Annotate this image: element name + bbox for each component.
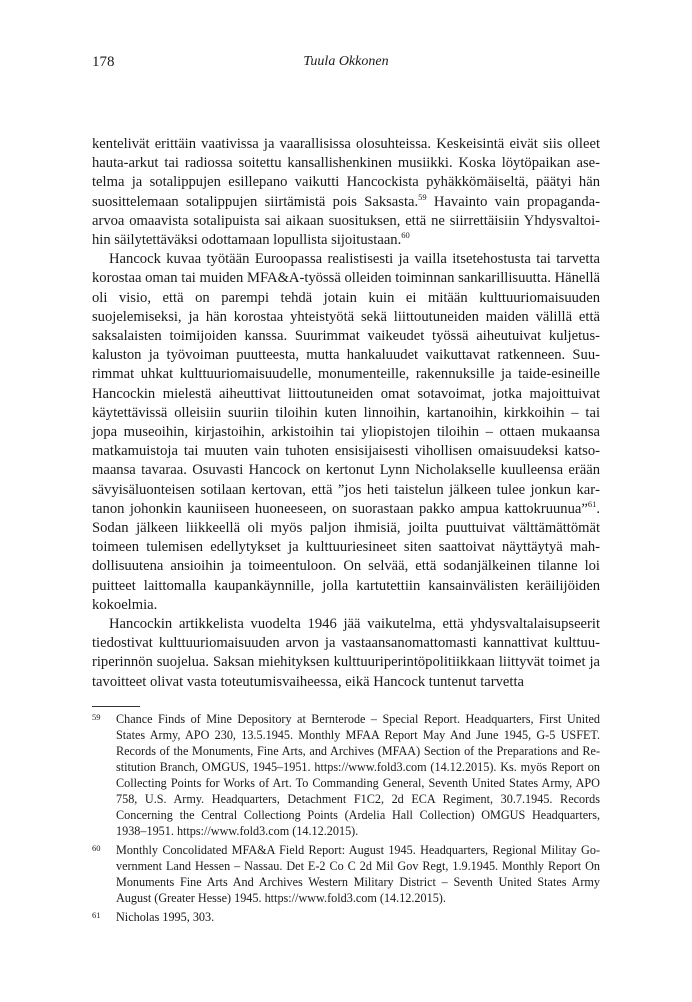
footnote [92,909,600,925]
footnote-divider [92,706,140,707]
text-run: Havainto vain propagandaarvoa omaavista sotalipuista sai aikaan suosituksen, että ne siirrettäisiin Yhdysvaltoihin säilytettäväksi odottamaan lopullista sijoitustaan. [92,193,600,249]
page-header [92,54,600,74]
body-text [92,135,600,692]
footnote-ref: 60 [401,230,410,241]
paragraph [92,135,600,250]
text-run: Hancockin artikkelista vuodelta 1946 jää vaikutelma, että yhdysvaltalaisupseerit tiedostivat kulttuuriomaisuuden arvon ja vastaansanomattomasti kannattivat kulttuuriperinnön suojelua. Saksan miehityksen kulttuuriperintöpolitiikkaan liittyvät toimet ja tavoitteet olivat vasta toteutumisvaiheessa, eikä Hancock tuntenut tarvetta [92,616,600,690]
footnote-number: 61 [92,910,101,920]
footnote-ref: 59 [418,191,427,202]
footnote-text: Monthly Concolidated MFA&A Field Report: August 1945. Headquarters, Regional Militay Government Land Hessen – Nassau. Det E-2 Co C 2d Mil Gov Regt, 1.9.1945. Monthly Report On Monuments Fine Arts And Archives Western Military District – Seventh United States Army August (Greater Hesse) 1945. https://www.fold3.com (14.12.2015). [116,843,600,905]
footnote-ref: 61 [587,499,597,509]
paragraph [92,615,600,692]
footnote [92,711,600,839]
footnote-number: 59 [92,712,101,722]
page-number: 178 [92,54,115,70]
footnote-text: Chance Finds of Mine Depository at Bernterode – Special Report. Headquarters, First United States Army, APO 230, 13.5.1945. Monthly MFAA Report May And June 1945, G-5 USFET. Records of the Monuments, Fine Arts, and Archives (MFAA) Section of the Preparations and Restitution Branch, OMGUS, 1945–1951. https://www.fold3.com (14.12.2015). Ks. myös Report on Collecting Points for Works of Art. To Commanding General, Seventh United States Army, APO 758, U.S. Army. Headquarters, Detachment F1C2, 2d ECA Regiment, 30.7.1945. Records Concerning the Central Collectiong Points (Ardelia Hall Collection) OMGUS Headquarters, 1938–1951. https://www.fold3.com (14.12.2015). [116,712,600,838]
text-run: Hancock kuvaa työtään Euroopassa realistisesti ja vailla itsetehostusta tai tarvetta korostaa oman tai muiden MFA&A-työssä olleiden toiminnan sankarillisuutta. Hänellä oli visio, että on parempi tehdä jotain kuin ei mitään kulttuuriomaisuuden suojelemiseksi, ja hän korostaa yhteistyötä sekä liittoutuneiden maiden välillä että saksalaisten toimijoiden kanssa. Suurimmat vaikeudet työssä aiheutuivat kuljetuskaluston ja työvoiman puutteesta, mutta hankaluudet vaikuttavat ratkenneen. Suurimmat uhkat kulttuuriomaisuudelle, monumenteille, rakennuksille ja taide-esineille Hancockin mielestä aiheuttivat liittoutuneiden omat sotavoimat, jotka majoittuivat käytettävissä olleisiin suuriin tiloihin kuten linnoihin, kartanoihin, kirkkoihin – tai jopa museoihin, kirjastoihin, arkistoihin tai yliopistojen tiloihin – ottaen mukaansa matkamuistoja tai muuten vain tuhoten ensisijaisesti vihollisen omaisuudeksi katsomaansa tavaraa. Osuvasti Hancock on kertonut Lynn Nicholakselle kuulleensa erään sävyisäluonteisen sotilaan kertovan, että ”jos heti taistelun jälkeen tulee jonkun kartanon johonkin kauniiseen huoneeseen, on suorastaan pakko ampua kattokruunua” [92,251,600,517]
text-run: . Sodan jälkeen liikkeellä oli myös paljon ihmisiä, joilta puuttuivat välttämättömät toimeen tulemisen edellytykset ja kulttuuriesineet siten saattoivat näyttäytyä mahdollisuutena ansioihin ja toimeentuloon. On selvää, että sodanjälkeinen tilanne loi puitteet laittomalla kaupankäynnille, jolla kartutettiin kansainvälisten keräilijöiden kokoelmia. [92,500,600,613]
footnote-text: Nicholas 1995, 303. [116,910,215,924]
running-head: Tuula Okkonen [303,54,389,69]
paragraph [92,250,600,615]
footnotes [92,711,600,928]
text-run: kentelivät erittäin vaativissa ja vaarallisissa olosuhteissa. Keskeisintä eivät siis olleet hauta-arkut tai radiossa soitettu kansallishenkinen musiikki. Koska löytöpaikan asetelma ja sotalippujen esillepano vaikutti Hancockista pyhäkkömäiseltä, päätyi hän suosittelemaan sotalippujen siirtämistä pois Saksasta. [92,136,600,210]
footnote-number: 60 [92,843,101,853]
footnote [92,842,600,906]
